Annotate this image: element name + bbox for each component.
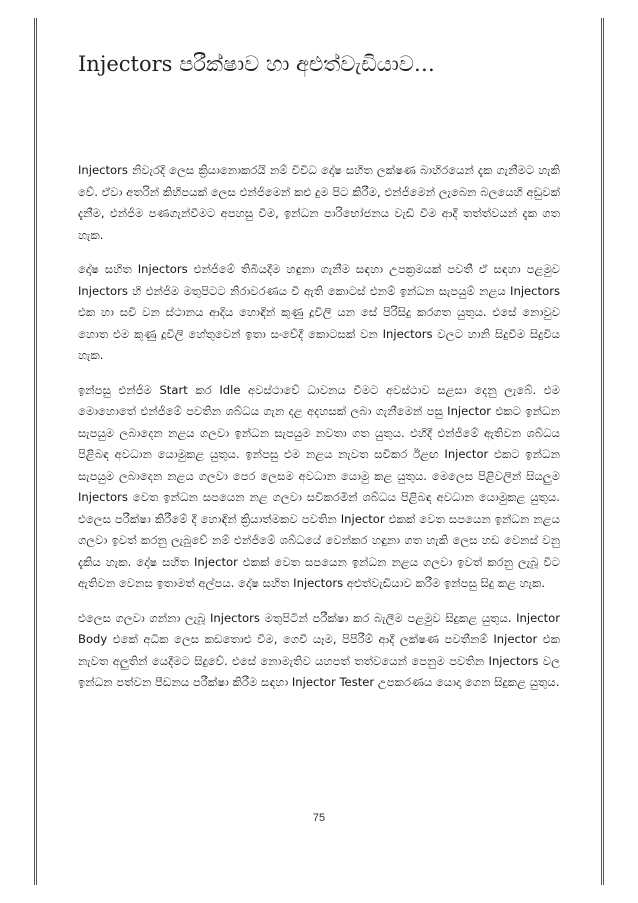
paragraph-symptoms: Injectors නිවැරදි ලෙස ක්‍රියානොකරයි නම් විවිධ දෝෂ සහිත ලක්ෂණ බාහිරයෙන් දැක ගැනීමට හැකි වේ. ඒවා අතරින් කිහිපයක් ලෙස එන්ජිමෙන් කළු දුම පිට කිරීම, එන්ජිමෙන් ලැබෙන බලයෙහි අඩුවක් දැනීම, එන්ජිම පණගැන්වීමට අපහසු වීම, ඉන්ධන පාරිභෝජනය වැඩි වීම ආදී තත්ත්වයන් දැක ගත හැක. bbox=[78, 163, 560, 242]
page-heading: Injectors පරීක්ෂාව හා අළුත්වැඩියාව… bbox=[78, 52, 435, 76]
body-text bbox=[78, 160, 560, 707]
page-number: 75 bbox=[312, 812, 326, 824]
paragraph-sound-test: ඉන්පසු එන්ජිම Start කර Idle අවස්ථාවේ ධාවනය වීමට අවස්ථාව සළසා දෙනු ලැබේ. එම මොහොතේ එන්ජිමේ පවතින ශබ්ධය ගැන දළ අදහසක් ලබා ගැනීමෙන් පසු Injector එකට ඉන්ධන සැපයුම ලබාදෙන නළය ගලවා ඉන්ධන සැපයුම නවතා ගත යුතුය. එහිදී එන්ජිමේ ඇතිවන ශබ්ධය පිළිබඳ අවධාන යොමුකළ යුතුය. ඉන්පසු එම නළය නැවත සවිකර ඊළඟ Injector එකට ඉන්ධන සැපයුම ලබාදෙන නළය ගලවා පෙර ලෙසම අවධාන යොමු කළ යුතුය. මෙලෙස පිළිවලින් සියලුම Injectors වෙත ඉන්ධන සපයෙන නළ ගලවා සවිකරමින් ශබ්ධය පිළිබඳ අවධාන යොමුකළ යුතුය. එලෙස පරීක්ෂා කිරීමේ දී හොඳින් ක්‍රියාත්මකව පවතින Injector එකක් වෙත සපයෙන ඉන්ධන නළය ගලවා ඉවත් කරනු ලැබුවේ නම් එන්ජිමේ ශබ්ධයේ වෙන්කර හඳුනා ගත හැකි ලෙස හඩ වෙනස් වනු දැකිය හැක. දෝෂ සහිත Injector එකක් වෙත සපයෙන ඉන්ධන නළය ගලවා ඉවත් කරනු ලැබූ විට ඇතිවන වෙනස ඉතාමත් අල්පය. දෝෂ සහිත Injectors අළුත්වැඩියාව කරීම ඉන්පසු සිදු කළ හැක. bbox=[78, 382, 560, 590]
paragraph-cleaning: දෝෂ සහිත Injectors එන්ජිමේ තිබියදීම හඳුනා ගැනීම සඳහා උපක්‍රමයක් පවතී ඒ සඳහා පළමුව Injectors හි එන්ජිම මතුපිටට නිරාවරණය වී ඇති කොටස් එනම් ඉන්ධන සැපයුම් නළය Injectors එක හා සවි වන ස්ථානය ආදිය හොඳින් කුණු දූවිලි යන සේ පිරිසිදු කරගත යුතුය. එසේ නොවුව හොත එම කුණු දූවිලි හේතුවෙන් ඉතා සංවේදී කොටසක් වන Injectors වලට හානි සිදුවීම සිදුවිය හැක. bbox=[78, 262, 560, 362]
paragraph-tester: එලෙස ගලවා ගන්නා ලැබූ Injectors මතුපිටින් පරීක්ෂා කර බැලීම පළමුව සිදුකළ යුතුය. Injector Body එකේ අධික ලෙස කඩතොළු වීම, ගෙවී යෑම, පිපිරීම් ආදී ලක්ෂණ පවතීනම් Injector එක නැවත අලුතින් යෙදීමට සිදුවේ. එසේ නොමැතිව යහපත් තත්වයෙන් පෙනුම පවතින Injectors වල ඉන්ධන පත්වන පීඩනය පරීක්ෂා කිරීම සඳහා Injector Tester උපකරණය යොදා ගෙන සිදුකළ යුතුය. bbox=[78, 610, 560, 689]
